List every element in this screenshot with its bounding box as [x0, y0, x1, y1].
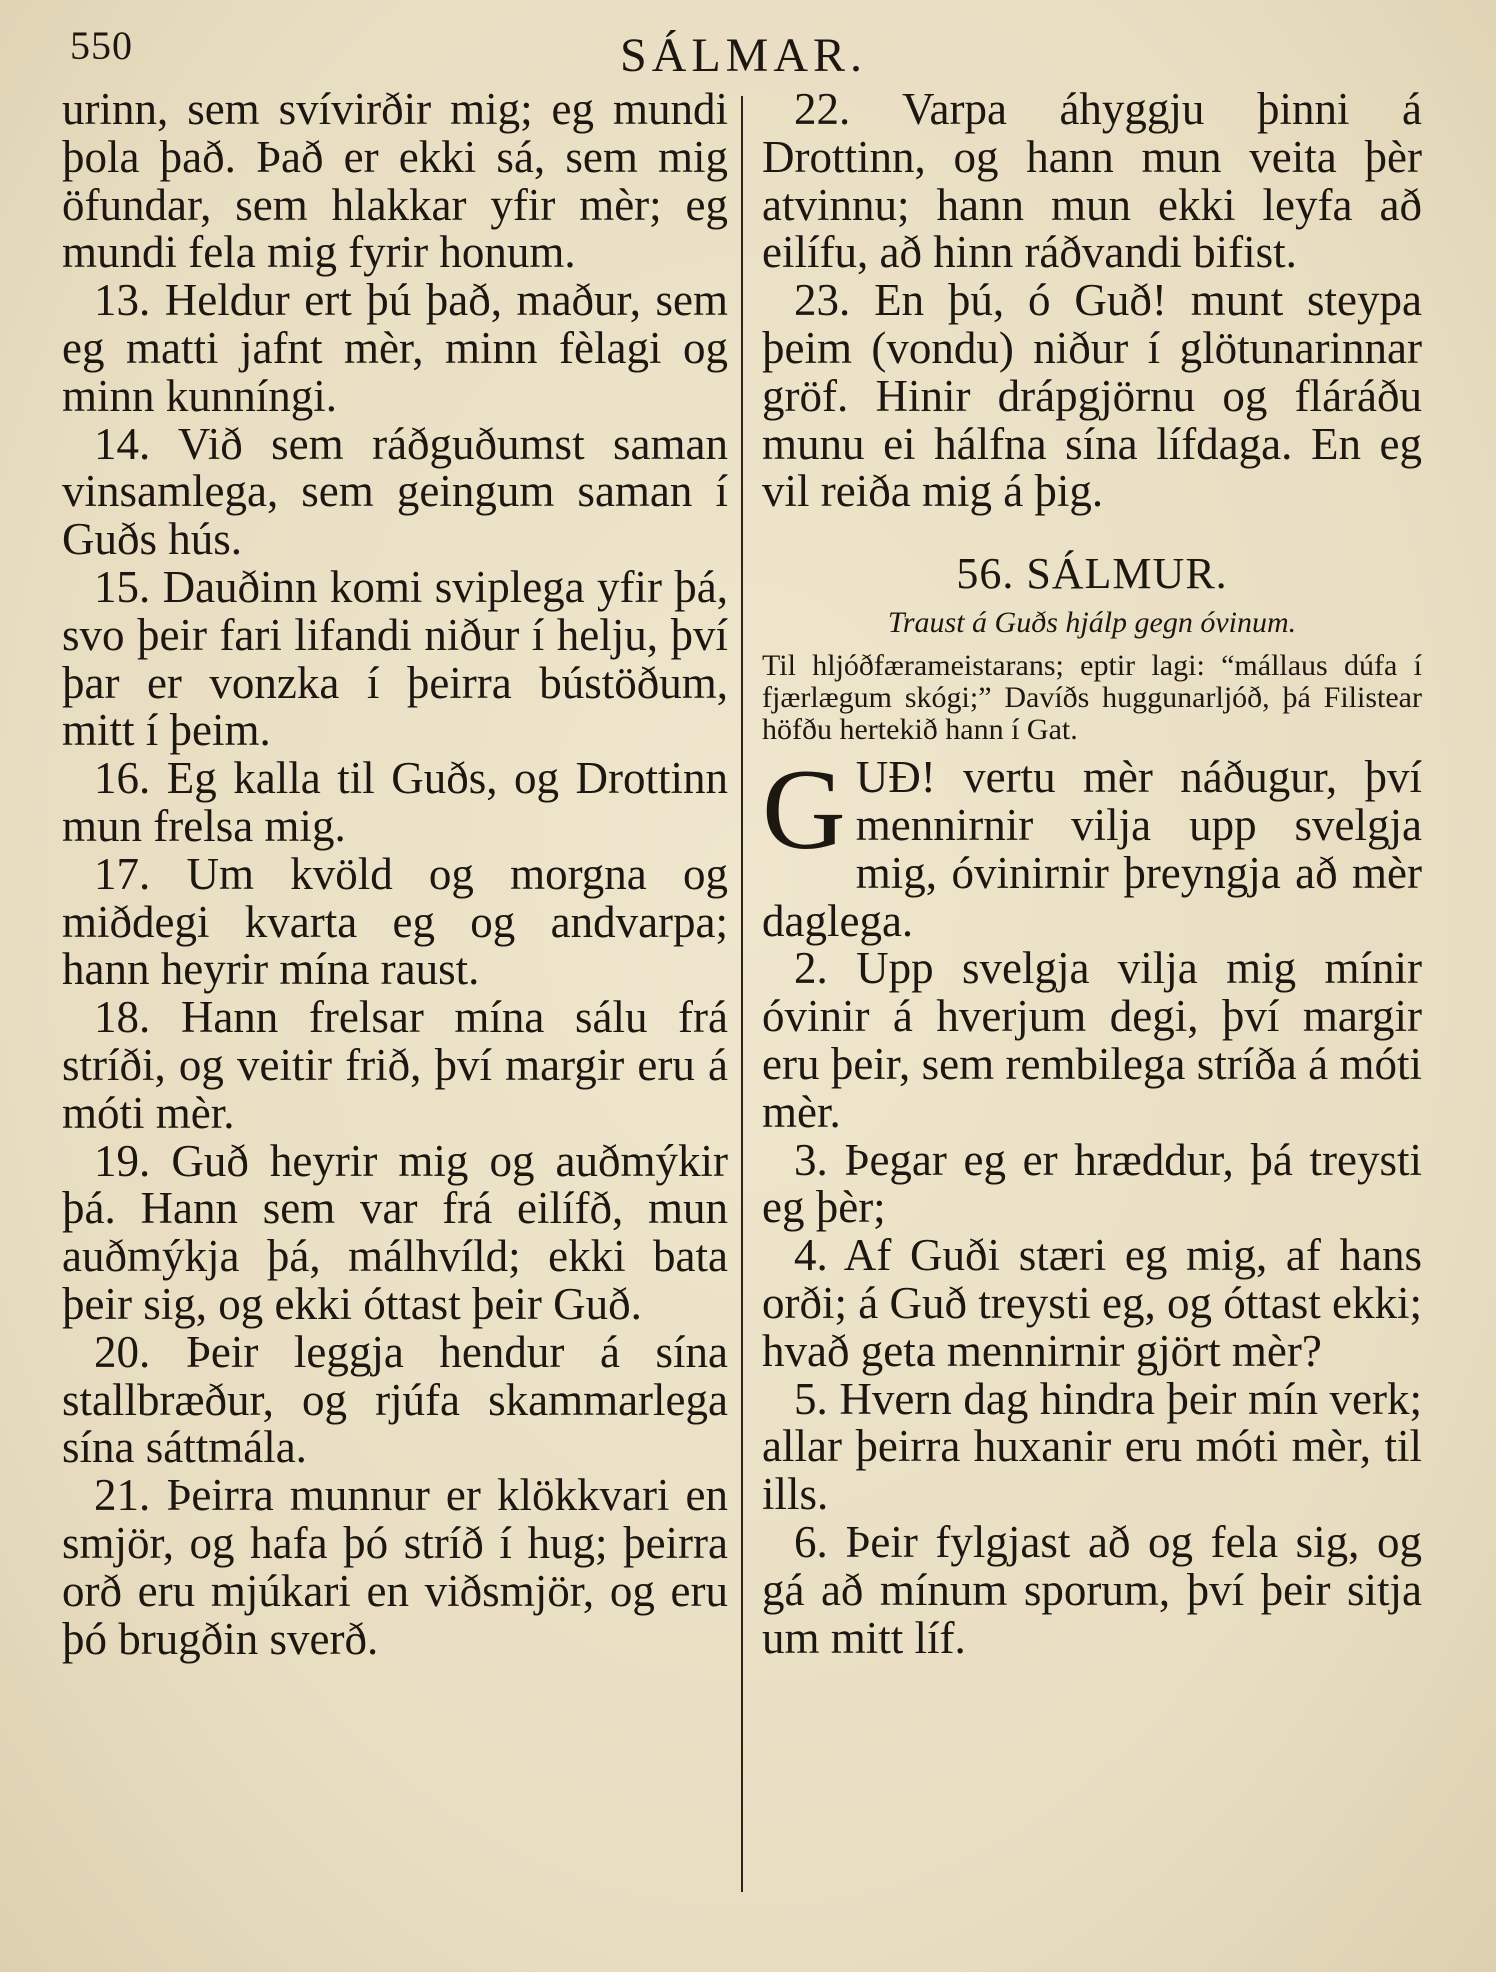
- verse-paragraph: 6. Þeir fylgjast að og fela sig, og gá að mínum sporum, því þeir sitja um mitt líf.: [762, 1516, 1422, 1663]
- drop-cap: G: [762, 746, 846, 875]
- verse-paragraph: 4. Af Guði stæri eg mig, af hans orði; á Guð treysti eg, og óttast ekki; hvað geta mennirnir gjört mèr?: [762, 1230, 1422, 1376]
- verse-paragraph: 19. Guð heyrir mig og auðmýkir þá. Hann sem var frá eilífð, mun auðmýkja þá, málhvíld; ekki bata þeir sig, og ekki óttast þeir Guð.: [62, 1135, 728, 1329]
- verse-paragraph: 18. Hann frelsar mína sálu frá stríði, og veitir frið, því margir eru á móti mèr.: [62, 992, 728, 1138]
- verse-paragraph: 14. Við sem ráðguðumst saman vinsamlega, sem geingum saman í Guðs hús.: [62, 418, 728, 565]
- column-divider: [741, 96, 743, 1892]
- page-number: 550: [70, 23, 133, 68]
- first-verse-text: UÐ! vertu mèr náðugur, því mennirnir vilja upp svelgja mig, óvinirnir þreyngja að mèr daglega.: [762, 752, 1422, 946]
- right-column: [762, 86, 1422, 1662]
- left-column: [62, 86, 728, 1663]
- first-verse: [762, 746, 1422, 946]
- verse-paragraph: 3. Þegar eg er hræddur, þá treysti eg þèr;: [762, 1134, 1422, 1233]
- psalm-heading: 56. SÁLMUR.: [956, 549, 1228, 599]
- verse-paragraph: 22. Varpa áhyggju þinni á Drottinn, og hann mun veita þèr atvinnu; hann mun ekki leyfa að eilífu, að hinn ráðvandi bifist.: [762, 84, 1422, 278]
- verse-paragraph: 17. Um kvöld og morgna og miðdegi kvarta eg og andvarpa; hann heyrir mína raust.: [62, 848, 728, 995]
- running-title: SÁLMAR.: [620, 29, 868, 82]
- verse-paragraph: urinn, sem svívirðir mig; eg mundi þola það. Það er ekki sá, sem mig öfundar, sem hlakkar yfir mèr; eg mundi fela mig fyrir honum.: [62, 84, 728, 278]
- verse-paragraph: 23. En þú, ó Guð! munt steypa þeim (vondu) niður í glötunarinnar gröf. Hinir drápgjörnu og fláráðu munu ei hálfna sína lífdaga. En eg vil reiða mig á þig.: [762, 275, 1422, 517]
- verse-paragraph: 5. Hvern dag hindra þeir mín verk; allar þeirra huxanir eru móti mèr, til ills.: [762, 1373, 1422, 1520]
- verse-paragraph: 15. Dauðinn komi sviplega yfir þá, svo þeir fari lifandi niður í helju, því þar er vonzka í þeirra bústöðum, mitt í þeim.: [62, 561, 728, 756]
- psalm-superscription: Til hljóðfærameistarans; eptir lagi: “mállaus dúfa í fjærlægum skógi;” Davíðs huggunarljóð, þá Filistear höfðu hertekið hann í Gat.: [762, 649, 1422, 747]
- verse-paragraph: 13. Heldur ert þú það, maður, sem eg matti jafnt mèr, minn fèlagi og minn kunníngi.: [62, 275, 728, 421]
- verse-paragraph: 21. Þeirra munnur er klökkvari en smjör, og hafa þó stríð í hug; þeirra orð eru mjúkari en viðsmjör, og eru þó brugðin sverð.: [62, 1470, 728, 1664]
- verse-paragraph: 16. Eg kalla til Guðs, og Drottinn mun frelsa mig.: [62, 753, 728, 851]
- psalm-subtitle: Traust á Guðs hjálp gegn óvinum.: [887, 606, 1297, 640]
- verse-paragraph: 20. Þeir leggja hendur á sína stallbræður, og rjúfa skammarlega sína sáttmála.: [62, 1326, 728, 1473]
- verse-paragraph: 2. Upp svelgja vilja mig mínir óvinir á hverjum degi, því margir eru þeir, sem rembilega stríða á móti mèr.: [762, 943, 1422, 1137]
